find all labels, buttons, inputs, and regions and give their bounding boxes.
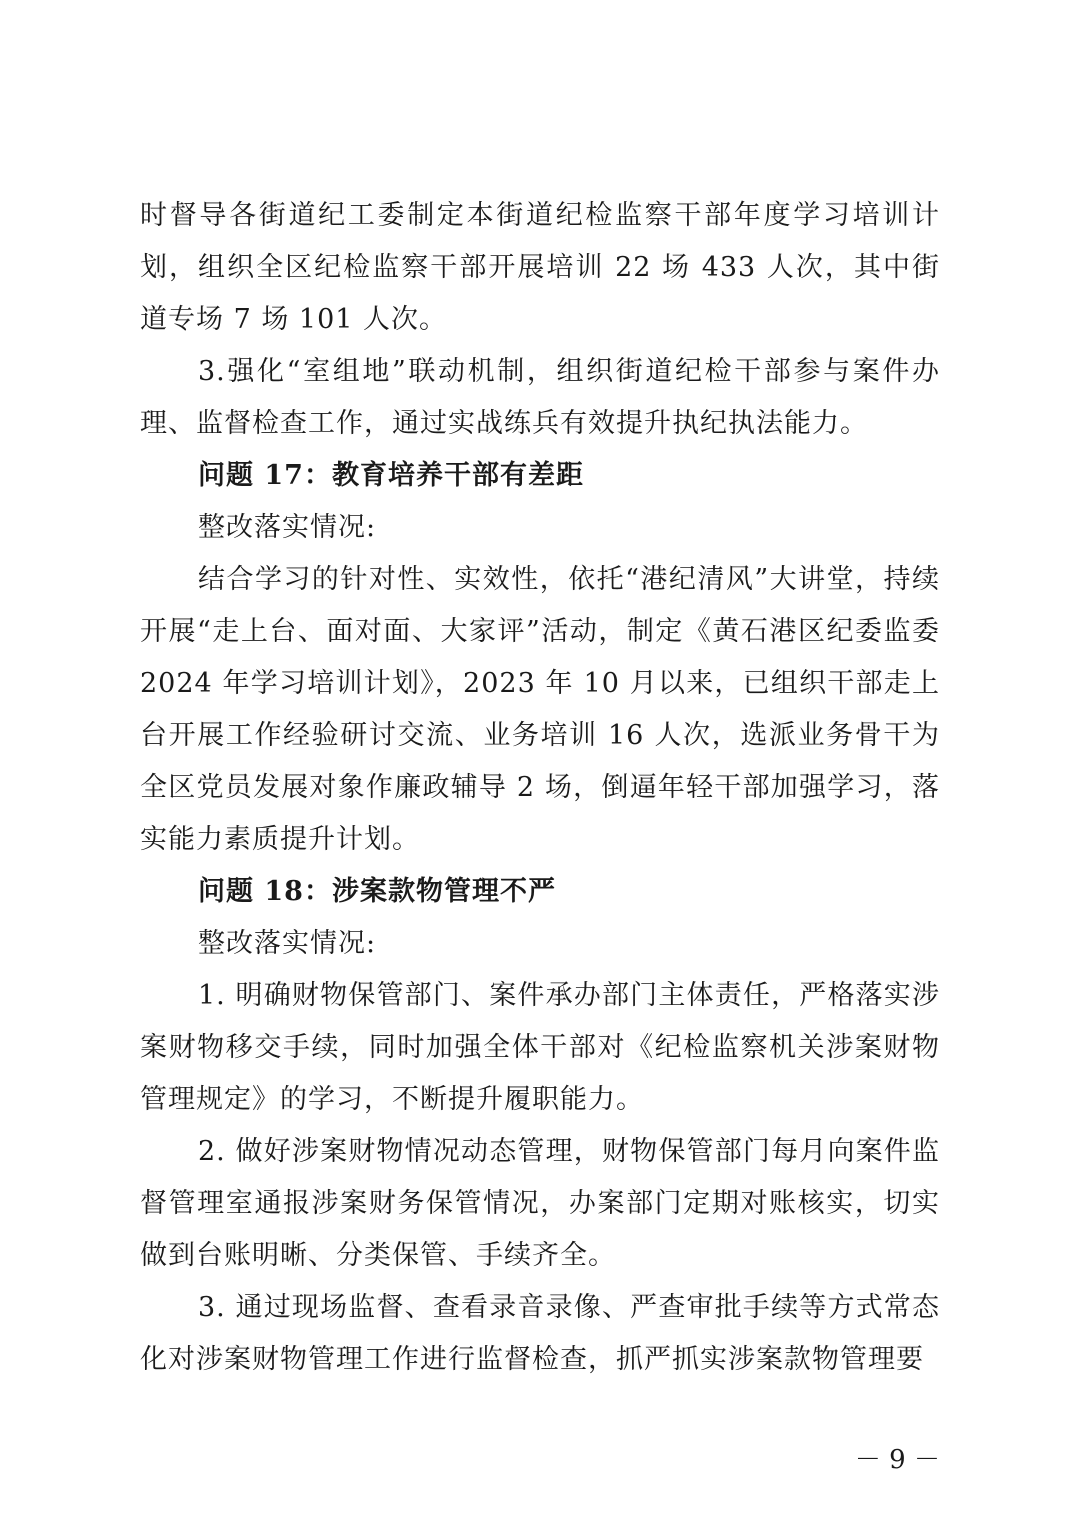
document-body [140,190,940,1386]
subheading-rectification-status: 整改落实情况: [198,928,377,959]
page-number: － 9 － [854,1445,940,1475]
paragraph-issue-17-detail: 结合学习的针对性、实效性，依托“港纪清风”大讲堂，持续开展“走上台、面对面、大家评”活动，制定《黄石港区纪委监委 2024 年学习培训计划》，2023 年 10 月以来，已组织干部走上台开展工作经验研讨交流、业务培训 16 人次，选派业务骨干为全区党员发展对象作廉政辅导 2 场，倒逼年轻干部加强学习，落实能力素质提升计划。 [140,564,940,855]
subheading-rectification-status: 整改落实情况: [198,512,377,543]
paragraph-item-2: 2. 做好涉案财物情况动态管理，财物保管部门每月向案件监督管理室通报涉案财务保管情况，办案部门定期对账核实，切实做到台账明晰、分类保管、手续齐全。 [140,1136,940,1271]
heading-issue-18: 问题 18：涉案款物管理不严 [198,876,556,907]
paragraph-continuation: 时督导各街道纪工委制定本街道纪检监察干部年度学习培训计划，组织全区纪检监察干部开展培训 22 场 433 人次，其中街道专场 7 场 101 人次。 [140,200,940,335]
paragraph-item-1: 1. 明确财物保管部门、案件承办部门主体责任，严格落实涉案财物移交手续，同时加强全体干部对《纪检监察机关涉案财物管理规定》的学习，不断提升履职能力。 [140,980,940,1115]
heading-issue-17: 问题 17：教育培养干部有差距 [198,460,584,491]
paragraph-item-3: 3.强化“室组地”联动机制，组织街道纪检干部参与案件办理、监督检查工作，通过实战练兵有效提升执纪执法能力。 [140,356,940,439]
paragraph-item-3: 3. 通过现场监督、查看录音录像、严查审批手续等方式常态化对涉案财物管理工作进行监督检查，抓严抓实涉案款物管理要 [140,1292,940,1375]
